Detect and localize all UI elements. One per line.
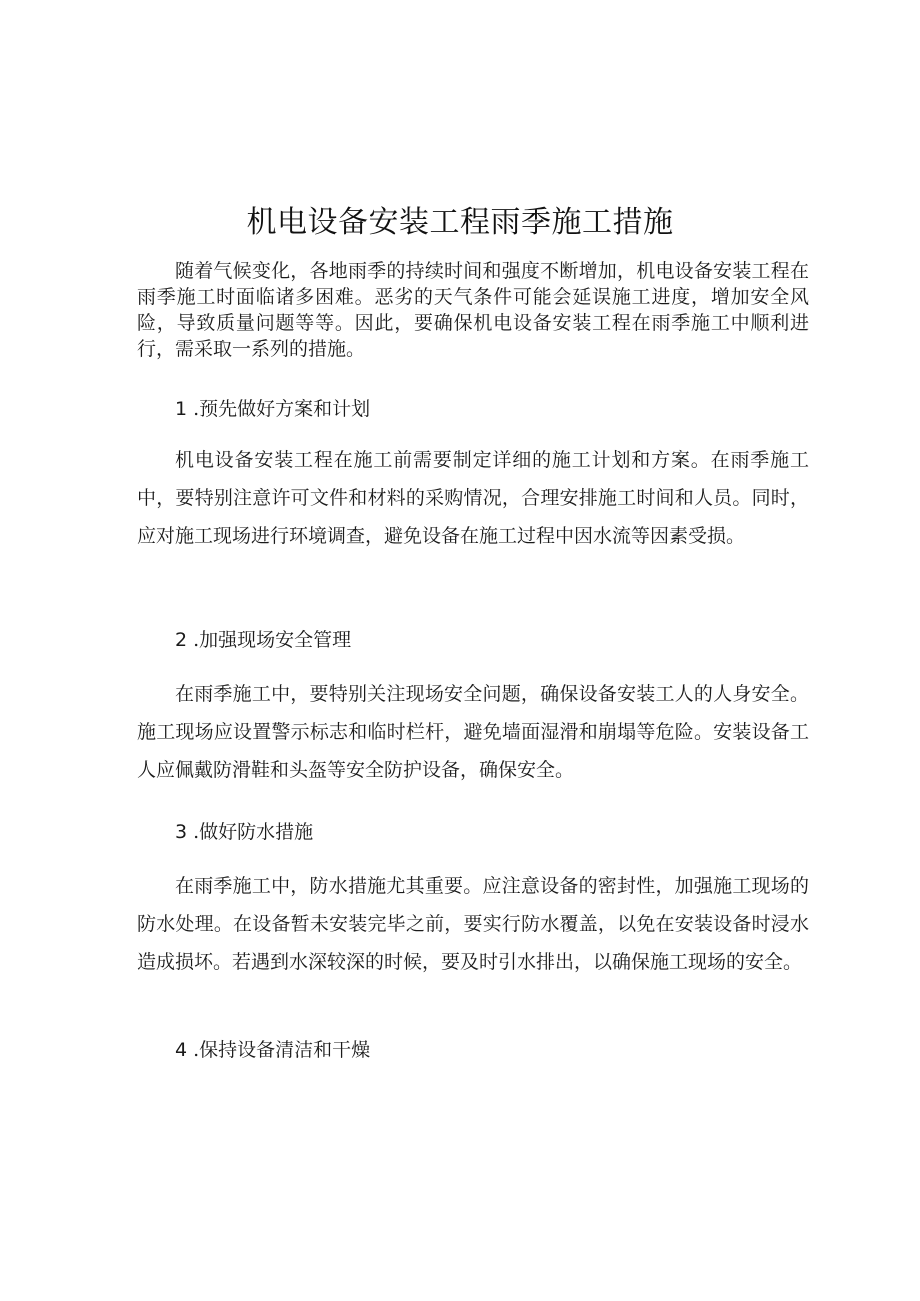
document-title: 机电设备安装工程雨季施工措施 bbox=[246, 205, 674, 240]
section-number: 1 bbox=[175, 398, 188, 420]
section-heading-3 bbox=[175, 819, 313, 845]
section-body-2: 在雨季施工中，要特别关注现场安全问题，确保设备安装工人的人身安全。施工现场应设置警示标志和临时栏杆，避免墙面湿滑和崩塌等危险。安装设备工人应佩戴防滑鞋和头盔等安全防护设备，确保安全。 bbox=[137, 683, 809, 781]
section-heading-2 bbox=[175, 627, 351, 653]
section-heading-text: .预先做好方案和计划 bbox=[193, 398, 371, 420]
section-heading-4 bbox=[175, 1037, 370, 1063]
section-body-1: 机电设备安装工程在施工前需要制定详细的施工计划和方案。在雨季施工中，要特别注意许可文件和材料的采购情况，合理安排施工时间和人员。同时，应对施工现场进行环境调查，避免设备在施工过程中因水流等因素受损。 bbox=[137, 449, 809, 547]
section-heading-text: .保持设备清洁和干燥 bbox=[193, 1039, 371, 1061]
section-heading-1 bbox=[175, 396, 370, 422]
section-heading-text: .做好防水措施 bbox=[193, 821, 314, 843]
section-number: 2 bbox=[175, 629, 188, 651]
section-heading-text: .加强现场安全管理 bbox=[193, 629, 352, 651]
section-number: 4 bbox=[175, 1039, 188, 1061]
intro-paragraph: 随着气候变化，各地雨季的持续时间和强度不断增加，机电设备安装工程在雨季施工时面临诸多困难。恶劣的天气条件可能会延误施工进度，增加安全风险，导致质量问题等等。因此，要确保机电设备安装工程在雨季施工中顺利进行，需采取一系列的措施。 bbox=[137, 260, 809, 360]
section-body-3: 在雨季施工中，防水措施尤其重要。应注意设备的密封性，加强施工现场的防水处理。在设备暂未安装完毕之前，要实行防水覆盖，以免在安装设备时浸水造成损坏。若遇到水深较深的时候，要及时引水排出，以确保施工现场的安全。 bbox=[137, 875, 809, 973]
section-number: 3 bbox=[175, 821, 188, 843]
